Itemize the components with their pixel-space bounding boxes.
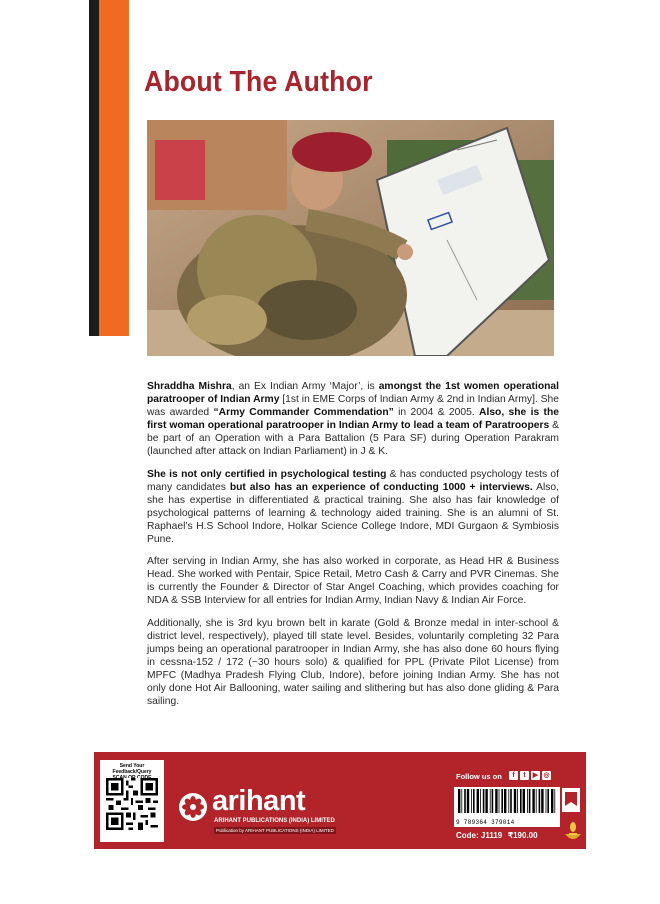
publisher-footer <box>94 752 586 849</box>
bio-paragraph-3 <box>147 555 559 607</box>
bio-text-segment: After serving in Indian Army, she has also worked in corporate, as Head HR & Business Head. She worked with Pentair, Spice Retail, Metro Cash & Carry and PVR Cinemas. She is currently the Founder & Director of Star Angel Coaching, which provides coaching for NDA & SSB Interview for all entries for Indian Army, Indian Navy & Indian Air Force. <box>147 556 559 607</box>
feedback-qr-box <box>100 760 164 842</box>
publisher-subline: Publication by ARIHANT PUBLICATIONS (INDIA) LIMITED <box>216 828 334 833</box>
bio-text-segment: & be part of an Operation with a Para Battalion (5 Para SF) during Operation Parakram (launched after attack on Indian Parliament) in J & K. <box>147 420 559 458</box>
isbn-barcode <box>454 787 560 827</box>
author-bio <box>147 380 559 717</box>
bio-text-segment: , an Ex Indian Army ‘Major’, is <box>231 381 379 392</box>
publisher-name: ARIHANT PUBLICATIONS (INDIA) LIMITED <box>214 818 335 824</box>
bio-text-segment: Additionally, she is 3rd kyu brown belt in karate (Gold & Bronze medal in inter-school & district level, respectively), played till state level. Besides, voluntarily completing 32 Para jumps being an operational paratrooper in Indian Army, she has also done 60 hours flying in cessna-152 / 172 (~30 hours solo) & qualified for PPL (Private Pilot License) from MPFC (Madhya Pradesh Flying Club, Indore), before joining Indian Army. She has not only done Hot Air Ballooning, water sailing and slithering but has also done gliding & Para sailing. <box>147 617 559 708</box>
barcode-icon <box>454 787 560 819</box>
bio-text-segment: Also, she has expertise in differentiated & practical training. She also has fair knowledge of psychological patterns of learning & technology aided training. She is an alumni of St. Raphael’s H.S School Indore, Holkar Science College Indore, MDI Gurgaon & Symbiosis Pune. <box>147 481 559 546</box>
book-price: ₹190.00 <box>508 831 538 840</box>
qr-label: Send Your Feedback/Query <box>112 763 152 775</box>
bio-text-segment: but also has an experience of conducting 1000 + interviews. <box>229 481 533 493</box>
page-title: About The Author <box>144 66 373 98</box>
instagram-icon[interactable]: ◎ <box>543 772 550 779</box>
bio-text-segment: “Army Commander Commendation” <box>213 407 394 419</box>
follow-us-label: Follow us on <box>456 772 502 781</box>
orange-accent-bar <box>99 0 129 336</box>
bio-text-segment: amongst the 1st women operational paratrooper of Indian Army <box>147 381 559 406</box>
bio-text-segment: Shraddha Mishra <box>147 381 232 392</box>
arihant-wordmark: arihant <box>212 785 306 817</box>
qr-code-icon[interactable] <box>106 778 158 830</box>
bio-paragraph-1 <box>147 380 559 459</box>
facebook-icon[interactable]: f <box>509 771 518 780</box>
twitter-icon[interactable]: t <box>520 771 529 780</box>
bio-text-segment: in 2004 & 2005. <box>393 407 480 419</box>
black-accent-bar <box>89 0 99 336</box>
lamp-icon <box>564 822 582 844</box>
bio-paragraph-2 <box>147 468 559 547</box>
bio-text-segment: Also, she is the first woman operational paratrooper in Indian Army to lead a team of Paratroopers <box>147 407 559 432</box>
book-code: Code: J1119 <box>456 831 503 840</box>
isbn-number: 9 789364 379014 <box>456 819 515 826</box>
bio-text-segment: She is not only certified in psychological testing <box>147 468 387 480</box>
bio-text-segment: & has conducted psychology tests of many candidates <box>147 468 560 493</box>
youtube-icon[interactable]: ▶ <box>532 772 539 779</box>
bio-text-segment: [1st in EME Corps of Indian Army & 2nd in Indian Army]. She was awarded <box>147 394 559 419</box>
book-mark-icon <box>562 788 580 812</box>
bio-paragraph-4 <box>147 617 559 709</box>
arihant-logo-icon <box>178 792 208 822</box>
author-photo <box>147 120 554 356</box>
